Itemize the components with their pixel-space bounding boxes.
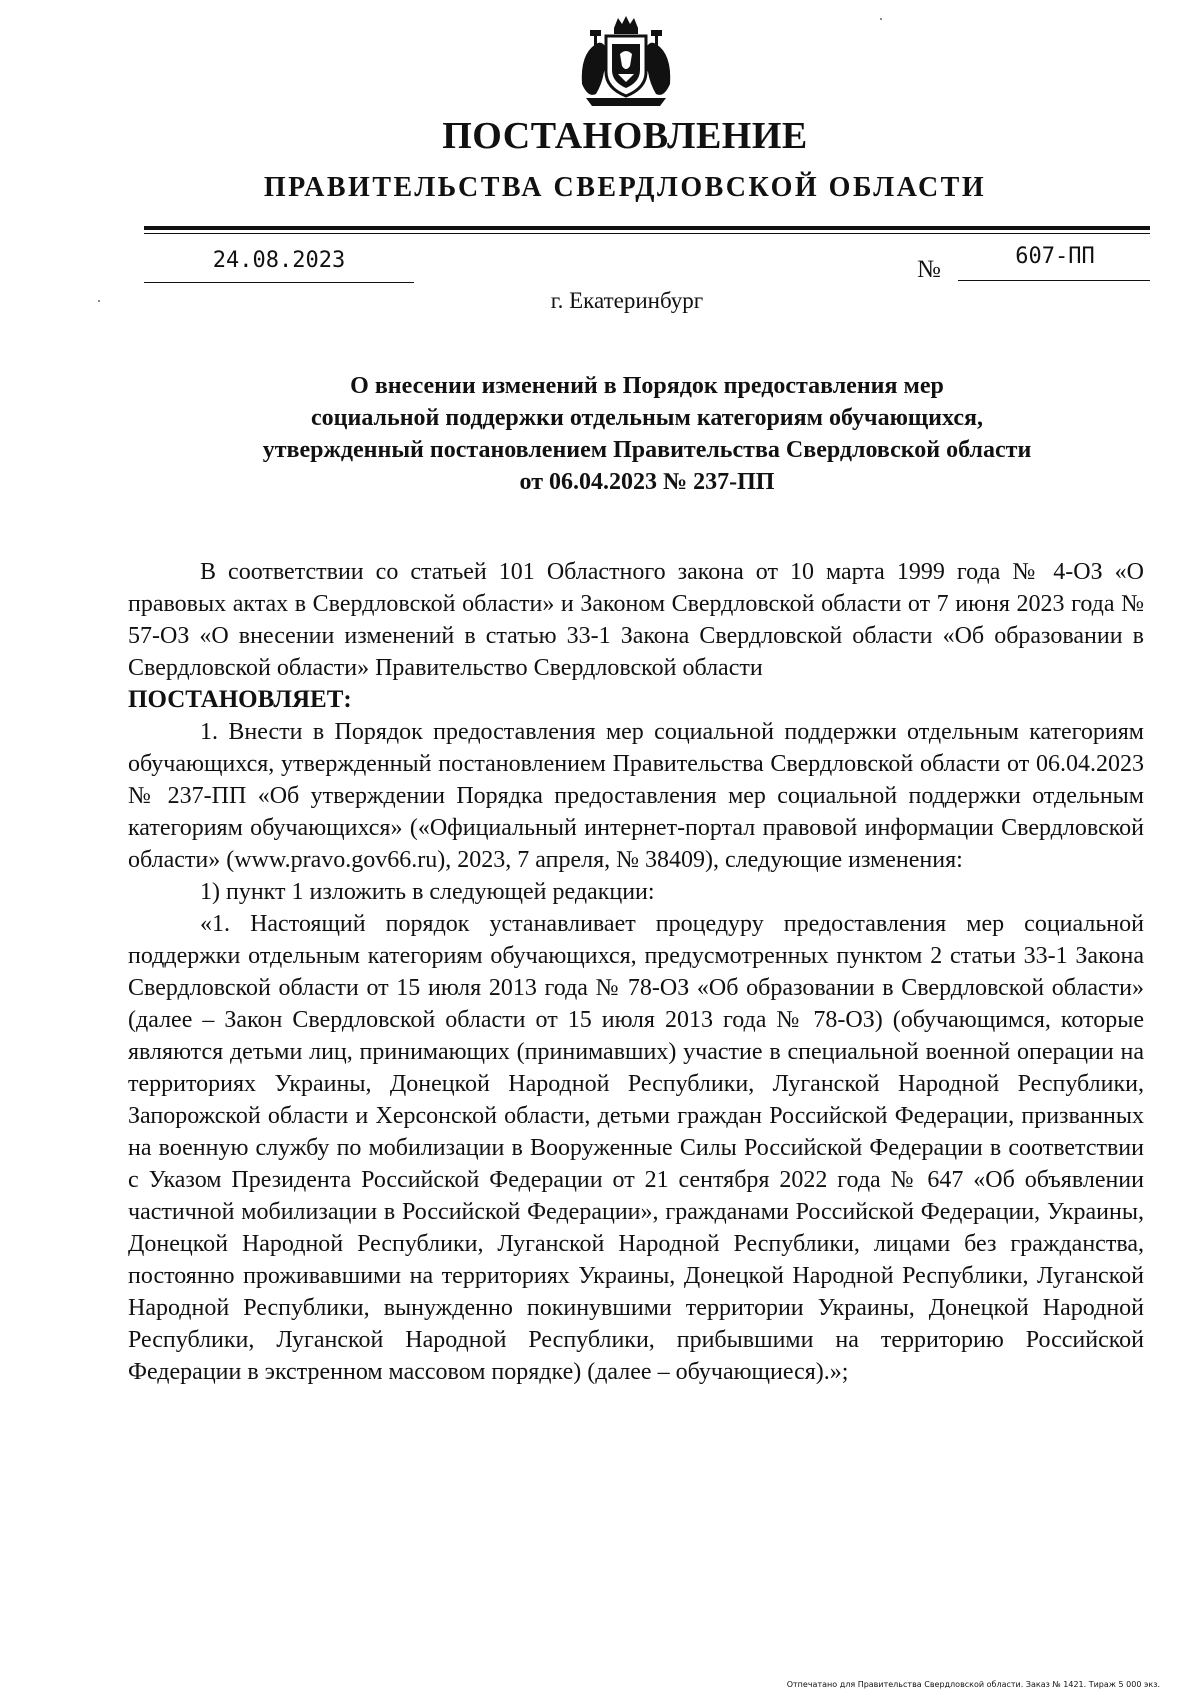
quoted-paragraph: «1. Настоящий порядок устанавливает процедуру предоставления мер социальной поддержки отдельным категориям обучающихся, предусмотренных пунктом 2 статьи 33-1 Закона Свердловской области от 15 июля 2013 года № 78-ОЗ «Об образовании в Свердловской области» (далее – Закон Свердловской области от 15 июля 2013 года № 78-ОЗ) (обучающимся, которые являются детьми лиц, принимающих (принимавших) участие в специальной военной операции на территориях Украины, Донецкой Народной Республики, Луганской Народной Республики, Запорожской области и Херсонской области, детьми граждан Российской Федерации, призванных на военную службу по мобилизации в Вооруженные Силы Российской Федерации в соответствии с Указом Президента Российской Федерации от 21 сентября 2022 года № 647 «Об объявлении частичной мобилизации в Российской Федерации», гражданами Российской Федерации, Украины, Донецкой Народной Республики, Луганской Народной Республики, лицами без гражданства, постоянно проживавшими на территориях Украины, Донецкой Народной Республики, Луганской Народной Республики, вынужденно покинувшими территории Украины, Донецкой Народной Республики, Луганской Народной Республики, прибывшими на территорию Российской Федерации в экстренном массовом порядке) (далее – обучающиеся).»; <box>128 911 1144 1385</box>
document-number: 607-ПП <box>1015 244 1095 269</box>
header-rule-thin <box>144 233 1150 234</box>
preamble-paragraph: В соответствии со статьей 101 Областного закона от 10 марта 1999 года № 4-ОЗ «О правовых актах в Свердловской области» и Законом Свердловской области от 7 июня 2023 года № 57-ОЗ «О внесении изменений в статью 33-1 Закона Свердловской области «Об образовании в Свердловской области» Правительство Свердловской области <box>128 559 1144 681</box>
document-date: 24.08.2023 <box>212 248 346 273</box>
decree-word: ПОСТАНОВЛЯЕТ: <box>128 686 352 713</box>
heading-line: социальной поддержки отдельным категориям обучающихся, <box>311 405 983 431</box>
header-rule-thick <box>144 226 1150 230</box>
number-underline <box>958 280 1150 281</box>
number-sign: № <box>917 256 941 283</box>
item-1-paragraph: 1. Внести в Порядок предоставления мер социальной поддержки отдельным категориям обучающихся, утвержденный постановлением Правительства Свердловской области от 06.04.2023 № 237-ПП «Об утверждении Порядка предоставления мер социальной поддержки отдельным категориям обучающихся» («Официальный интернет-портал правовой информации Свердловской области» (www.pravo.gov66.ru), 2023, 7 апреля, № 38409), следующие изменения: <box>128 719 1144 873</box>
print-note: Отпечатано для Правительства Свердловской области. Заказ № 1421. Тираж 5 000 экз. <box>786 1680 1160 1689</box>
scan-speck <box>880 18 882 20</box>
heading-line: утвержденный постановлением Правительства Свердловской области <box>262 437 1032 463</box>
document-body <box>128 556 1144 1388</box>
scan-speck <box>98 300 100 302</box>
heading-line: от 06.04.2023 № 237-ПП <box>519 469 775 495</box>
subitem-1-paragraph: 1) пункт 1 изложить в следующей редакции: <box>200 879 655 905</box>
date-underline <box>144 282 414 283</box>
issuing-authority: ПРАВИТЕЛЬСТВА СВЕРДЛОВСКОЙ ОБЛАСТИ <box>263 172 987 203</box>
document-heading <box>144 370 1150 498</box>
city: г. Екатеринбург <box>550 288 704 313</box>
heading-line: О внесении изменений в Порядок предоставления мер <box>350 373 944 399</box>
coat-of-arms-icon <box>576 14 676 110</box>
document-title: ПОСТАНОВЛЕНИЕ <box>442 115 808 157</box>
